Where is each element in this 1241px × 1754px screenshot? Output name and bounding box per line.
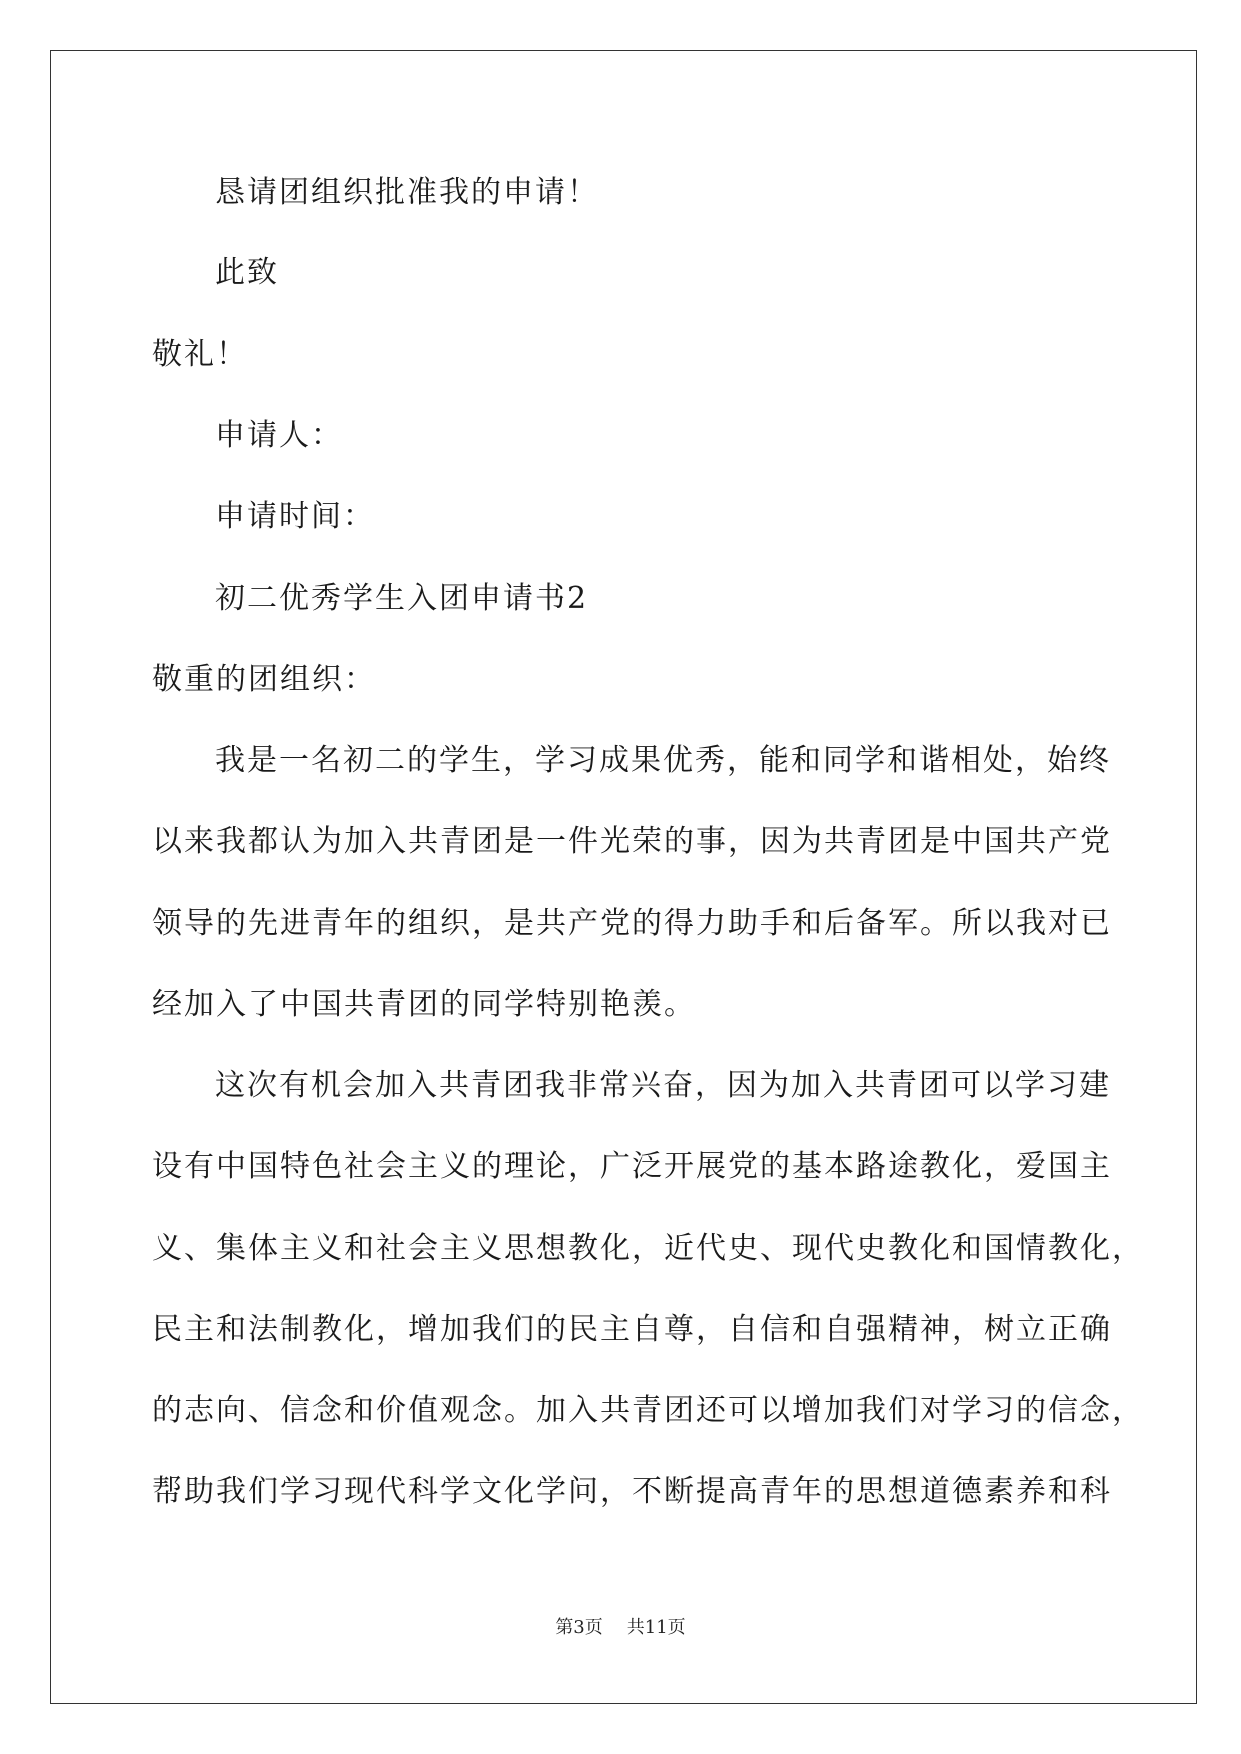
text-line: 帮助我们学习现代科学文化学问，不断提高青年的思想道德素养和科 bbox=[152, 1474, 1112, 1509]
page-footer bbox=[0, 1617, 1241, 1639]
text-line: 的志向、信念和价值观念。加入共青团还可以增加我们对学习的信念， bbox=[152, 1393, 1144, 1428]
text-line: 以来我都认为加入共青团是一件光荣的事，因为共青团是中国共产党 bbox=[152, 824, 1112, 859]
text-line: 这次有机会加入共青团我非常兴奋，因为加入共青团可以学习建 bbox=[215, 1068, 1111, 1103]
text-line: 我是一名初二的学生，学习成果优秀，能和同学和谐相处，始终 bbox=[215, 743, 1111, 778]
text-line: 此致 bbox=[215, 255, 279, 290]
text-line: 恳请团组织批准我的申请！ bbox=[215, 175, 599, 210]
page-number-current: 第3页 bbox=[555, 1617, 603, 1638]
text-line: 申请人： bbox=[215, 418, 343, 453]
text-line: 民主和法制教化，增加我们的民主自尊，自信和自强精神，树立正确 bbox=[152, 1312, 1112, 1347]
page-number-total: 共11页 bbox=[626, 1617, 686, 1638]
text-line: 领导的先进青年的组织，是共产党的得力助手和后备军。所以我对已 bbox=[152, 906, 1112, 941]
text-line: 申请时间： bbox=[215, 499, 375, 534]
section-title: 初二优秀学生入团申请书2 bbox=[215, 581, 589, 616]
text-line: 敬礼！ bbox=[152, 337, 248, 372]
text-line: 经加入了中国共青团的同学特别艳羡。 bbox=[152, 987, 696, 1022]
text-line: 义、集体主义和社会主义思想教化，近代史、现代史教化和国情教化， bbox=[152, 1231, 1144, 1266]
page-border bbox=[50, 50, 1197, 1704]
salutation: 敬重的团组织： bbox=[152, 662, 376, 697]
text-line: 设有中国特色社会主义的理论，广泛开展党的基本路途教化，爱国主 bbox=[152, 1149, 1112, 1184]
